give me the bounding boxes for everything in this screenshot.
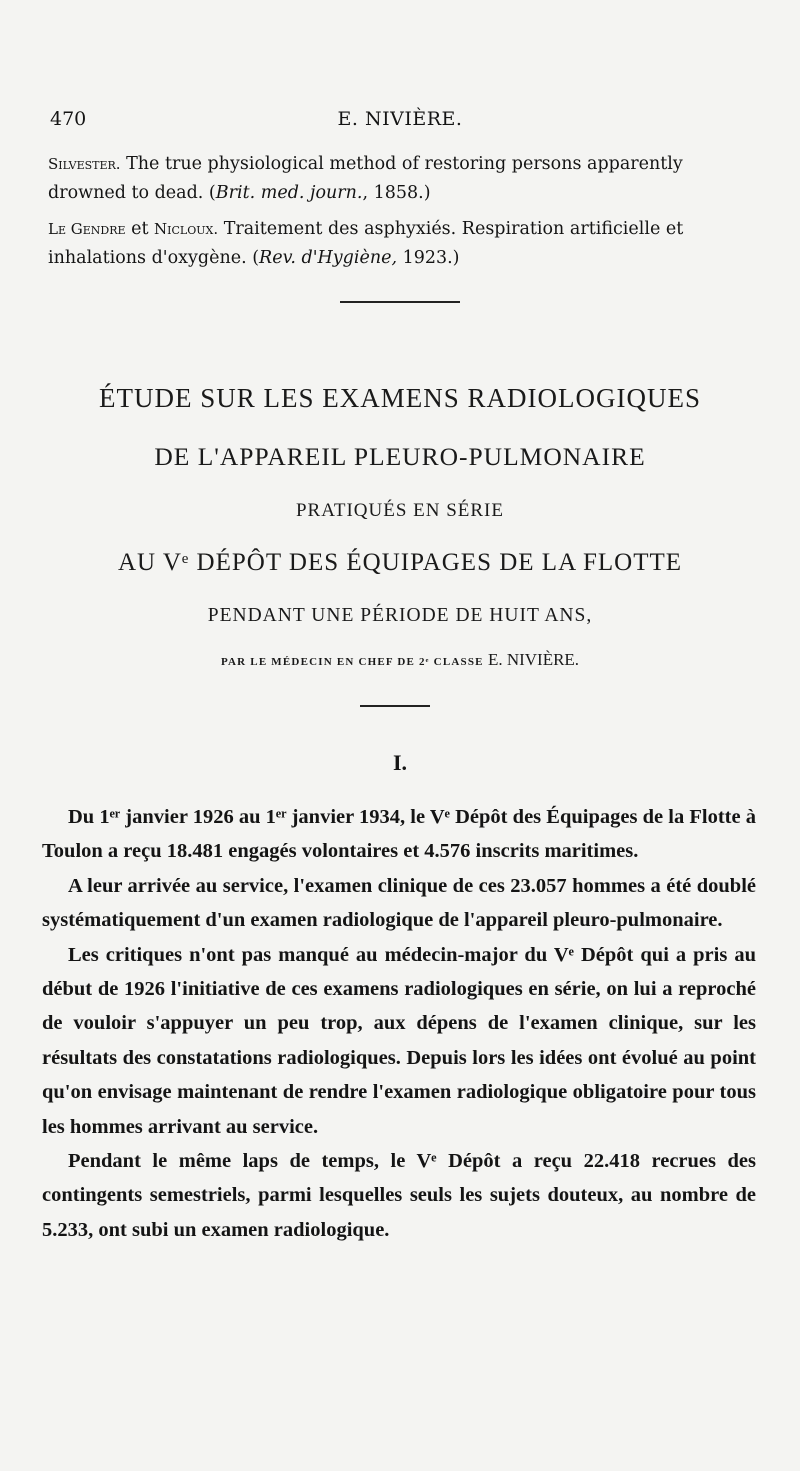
paragraph: Du 1ᵉʳ janvier 1926 au 1ᵉʳ janvier 1934, le Vᵉ Dépôt des Équipages de la Flotte à Toulon a reçu 18.481 engagés volontaires et 4.576 inscrits maritimes. — [42, 806, 756, 863]
title-line-3: PRATIQUÉS EN SÉRIE — [295, 500, 504, 521]
reference-author: Le Gendre — [48, 220, 126, 238]
reference-connector: et — [125, 219, 155, 239]
byline-author: E. NIVIÈRE. — [487, 650, 580, 669]
paragraph: Les critiques n'ont pas manqué au médecin-major du Vᵉ Dépôt qui a pris au début de 1926 l'initiative de ces examens radiologiques en série, on lui a reproché de vouloir s'appuyer un peu trop, aux dépens de l'examen clinique, sur les résultats des constatations radiologiques. Depuis lors les idées ont évolué au point qu'on envisage maintenant de rendre l'examen radiologique obligatoire pour tous les hommes arrivant au service. — [42, 943, 756, 1138]
section-number: I. — [392, 750, 408, 775]
title-line-5: PENDANT UNE PÉRIODE DE HUIT ANS, — [207, 605, 593, 626]
reference-tail: 1923.) — [397, 248, 460, 268]
reference-author: Silvester. — [48, 155, 121, 173]
byline-prefix: PAR LE MÉDECIN EN CHEF DE 2ᵉ CLASSE — [220, 656, 484, 668]
title-line-1: ÉTUDE SUR LES EXAMENS RADIOLOGIQUES — [99, 383, 701, 413]
reference-silvester — [48, 150, 756, 208]
byline — [20, 650, 780, 670]
page-header — [50, 108, 750, 138]
section-divider-bottom — [360, 705, 430, 707]
title-line-2: DE L'APPAREIL PLEURO-PULMONAIRE — [154, 442, 646, 471]
reference-text: Traitement des asphyxiés. Respiration artificielle et inhalations d'oxygène. ( — [48, 219, 684, 268]
page-number: 470 — [50, 108, 87, 130]
paragraph: Pendant le même laps de temps, le Vᵉ Dépôt a reçu 22.418 recrues des contingents semestriels, parmi lesquelles seuls les sujets douteux, au nombre de 5.233, ont subi un examen radiologique. — [42, 1150, 756, 1241]
reference-le-gendre — [48, 215, 756, 273]
title-line-4: AU Vᵉ DÉPÔT DES ÉQUIPAGES DE LA FLOTTE — [117, 549, 683, 576]
reference-source: Brit. med. journ. — [215, 183, 363, 203]
paragraph: A leur arrivée au service, l'examen clinique de ces 23.057 hommes a été doublé systématiquement d'un examen radiologique de l'appareil pleuro-pulmonaire. — [42, 874, 756, 932]
body-text — [42, 800, 756, 1247]
reference-author-2: Nicloux. — [154, 220, 219, 238]
section-divider-top — [340, 301, 460, 303]
reference-tail: , 1858.) — [362, 183, 431, 203]
reference-text: The true physiological method of restoring persons apparently drowned to dead. ( — [48, 154, 683, 203]
reference-source: Rev. d'Hygiène, — [259, 248, 398, 268]
running-head: E. NIVIÈRE. — [337, 108, 463, 130]
